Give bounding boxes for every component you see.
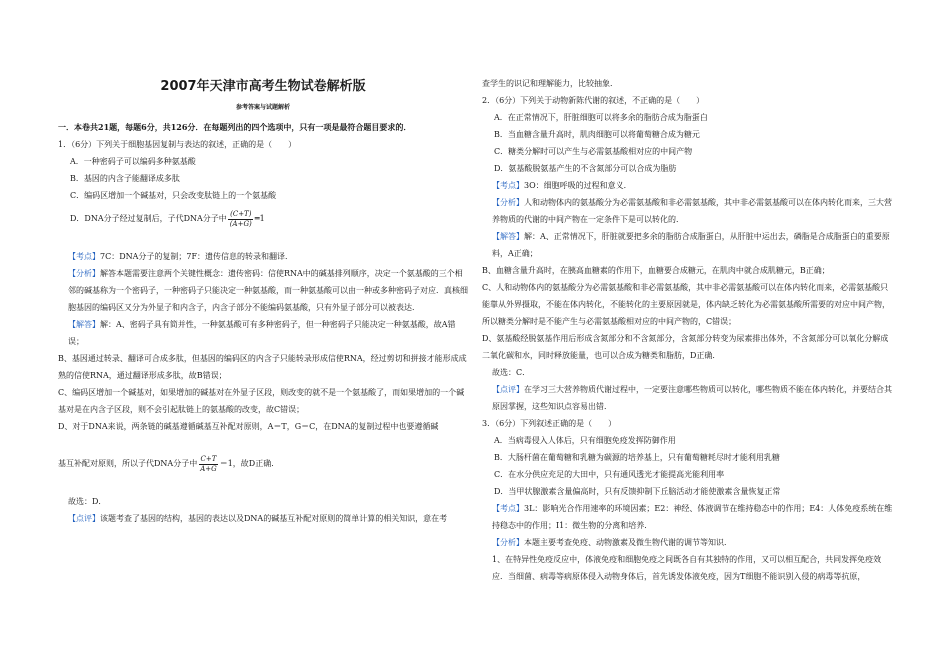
dianping-text: 该题考查了基因的结构，基因的表达以及DNA的碱基互补配对原则的简单计算的相关知识，意在考 xyxy=(100,514,448,523)
q1-dianping xyxy=(58,510,468,527)
jieda-text: 解：A、密码子具有简并性，一种氨基酸可有多种密码子，但一种密码子只能决定一种氨基酸，故A错误； xyxy=(68,320,456,346)
q3-option-d: D．当甲状腺激素含量偏高时，只有反馈抑制下丘脑活动才能使激素含量恢复正常 xyxy=(494,487,781,496)
q2-jieda-c: C、人和动物体内的氨基酸分为必需氨基酸和非必需氨基酸，其中非必需氨基酸可以在体内转化而来，必需氨基酸只能靠从外界摄取，不能在体内转化，不能转化的主要原因就是，体内缺乏转化为必需氨基酸所需要的对应中间产物，所以糖类分解时是不能产生与必需氨基酸相对应的中间产物的，C错误； xyxy=(482,283,890,326)
q3-option-a: A．当病毒侵入人体后，只有细胞免疫发挥防御作用 xyxy=(494,436,676,445)
dianping-text: 在学习三大营养物质代谢过程中，一定要注意哪些物质可以转化，哪些物质不能在体内转化，并要结合其原因掌握，这些知识点容易出错． xyxy=(492,385,892,411)
fraction-equals: ＝ xyxy=(219,459,228,468)
kaodian-text: 3O：细胞呼吸的过程和意义． xyxy=(524,181,632,190)
q1-fraction xyxy=(228,210,254,229)
spacer xyxy=(58,234,468,248)
q1-option-a: A．一种密码子可以编码多种氨基酸 xyxy=(70,157,196,166)
fenxi-text: 本题主要考查免疫、动物激素及微生物代谢的调节等知识． xyxy=(524,538,732,547)
q1-option-d-equals: ═1 xyxy=(254,214,265,223)
q2-jieda xyxy=(482,228,896,262)
q1-jieda-d: D、对于DNA来说，两条链的碱基遵循碱基互补配对原则，A＝T，G＝C，在DNA的复制过程中也要遵循碱 xyxy=(58,422,439,431)
section-heading: 一．本卷共21题，每题6分，共126分．在每题列出的四个选项中，只有一项是最符合题目要求的． xyxy=(58,122,412,132)
q3-kaodian xyxy=(482,500,896,534)
q3-fenxi xyxy=(482,534,896,551)
q2-jieda-b: B、血糖含量升高时，在胰高血糖素的作用下，血糖要合成糖元，在肌肉中就合成肌糖元，B正确； xyxy=(482,266,830,275)
fenxi-tag: 【分析】 xyxy=(492,198,524,207)
dianping-tag: 【点评】 xyxy=(68,514,100,523)
right-column xyxy=(482,75,896,585)
q3-option-c: C．在水分供应充足的大田中，只有通风透光才能提高光能利用率 xyxy=(494,470,725,479)
q1-fraction-2 xyxy=(198,455,219,474)
fenxi-text: 解答本题需要注意两个关键性概念：遗传密码：信使RNA中的碱基排列顺序，决定一个氨基酸的三个相邻的碱基称为一个密码子，一种密码子只能决定一种氨基酸，而一种氨基酸可以由一种或多种密码子对应．真核细胞基因的编码区又分为外显子和内含子，内含子部分不能编码氨基酸，只有外显子部分可以被表达． xyxy=(68,269,468,312)
q2-option-b: B．当血糖含量升高时，肌肉细胞可以将葡萄糖合成为糖元 xyxy=(494,130,700,139)
kaodian-tag: 【考点】 xyxy=(68,252,100,261)
q1-jieda-d-cont xyxy=(58,449,468,479)
q1-kaodian xyxy=(58,248,468,265)
fraction-denominator: A+G xyxy=(200,464,217,473)
q2-option-a: A．在正常情况下，肝脏细胞可以将多余的脂肪合成为脂蛋白 xyxy=(494,113,708,122)
q2-kaodian xyxy=(482,177,896,194)
jieda-d-cont-text: 基互补配对原则，所以子代DNA分子中 xyxy=(58,459,198,468)
q2-option-d: D．氨基酸脱氨基产生的不含氮部分可以合成为脂肪 xyxy=(494,164,677,173)
spacer xyxy=(58,435,468,449)
kaodian-text: 3L：影响光合作用速率的环境因素；E2：神经、体液调节在维持稳态中的作用；E4：人体免疫系统在维持稳态中的作用；I1：微生物的分离和培养． xyxy=(492,504,893,530)
fraction-numerator: C+T xyxy=(200,454,217,463)
fenxi-tag: 【分析】 xyxy=(68,269,100,278)
jieda-d-cont-end: 1，故D正确． xyxy=(227,459,280,468)
q2-dianping xyxy=(482,381,896,415)
left-column xyxy=(58,75,468,527)
q2-jieda-d: D、氨基酸经脱氨基作用后形成含氮部分和不含氮部分，含氮部分转变为尿素排出体外，不含氮部分可以氧化分解成二氧化碳和水，同时释放能量，也可以合成为糖类和脂肪，D正确． xyxy=(482,334,889,360)
fenxi-tag: 【分析】 xyxy=(492,538,524,547)
kaodian-tag: 【考点】 xyxy=(492,504,524,513)
q3-paragraph-1: 1、在特异性免疫反应中，体液免疫和细胞免疫之间既各自有其独特的作用，又可以相互配合，共同发挥免疫效应．当细菌、病毒等病原体侵入动物身体后，首先诱发体液免疫，因为T细胞不能识别入侵的病毒等抗原， xyxy=(492,555,882,581)
q1-option-d xyxy=(58,204,468,234)
spacer xyxy=(58,479,468,493)
q1-jieda-c: C、编码区增加一个碱基对，如果增加的碱基对在外显子区段，则改变的就不是一个氨基酸了，而如果增加的一个碱基对是在内含子区段，则不会引起肽链上的氨基酸的改变，故C错误； xyxy=(58,388,465,414)
q1-answer: 故选：D． xyxy=(68,497,107,506)
kaodian-tag: 【考点】 xyxy=(492,181,524,190)
kaodian-text: 7C：DNA分子的复制；7F：遗传信息的转录和翻译． xyxy=(100,252,294,261)
question-1-stem: 1．（6分）下列关于细胞基因复制与表达的叙述，正确的是（ ） xyxy=(58,140,297,149)
q1-option-c: C．编码区增加一个碱基对，只会改变肽链上的一个氨基酸 xyxy=(70,191,277,200)
q1-fenxi xyxy=(58,265,468,316)
question-2-stem: 2．（6分）下列关于动物新陈代谢的叙述，不正确的是（ ） xyxy=(482,96,705,105)
jieda-tag: 【解答】 xyxy=(68,320,100,329)
q1-jieda xyxy=(58,316,468,350)
q3-option-b: B．大肠杆菌在葡萄糖和乳糖为碳源的培养基上，只有葡萄糖耗尽时才能利用乳糖 xyxy=(494,453,780,462)
q2-fenxi xyxy=(482,194,896,228)
q1-jieda-b: B、基因通过转录、翻译可合成多肽，但基因的编码区的内含子只能转录形成信使RNA，经过剪切和拼接才能形成成熟的信使RNA，通过翻译形成多肽，故B错误； xyxy=(58,354,467,380)
jieda-text: 解：A、正常情况下，肝脏就要把多余的脂肪合成脂蛋白，从肝脏中运出去，磷脂是合成脂蛋白的重要原料，A正确； xyxy=(492,232,890,258)
q2-option-c: C．糖类分解时可以产生与必需氨基酸相对应的中间产物 xyxy=(494,147,693,156)
paper-subtitle: 参考答案与试题解析 xyxy=(235,104,290,111)
q1-option-b: B．基因的内含子能翻译成多肽 xyxy=(70,174,180,183)
dianping-tag: 【点评】 xyxy=(492,385,524,394)
paper-title: 2007年天津市高考生物试卷解析版 xyxy=(160,79,366,94)
fraction-denominator: (A+G) xyxy=(229,219,252,228)
fenxi-text: 人和动物体内的氨基酸分为必需氨基酸和非必需氨基酸，其中非必需氨基酸可以在体内转化而来，三大营养物质的代谢的中间产物在一定条件下是可以转化的． xyxy=(492,198,892,224)
q1-dianping-cont: 查学生的识记和理解能力，比较抽象． xyxy=(482,79,618,88)
q1-option-d-text: D．DNA分子经过复制后，子代DNA分子中 xyxy=(70,214,227,223)
jieda-tag: 【解答】 xyxy=(492,232,524,241)
fraction-numerator: (C+T) xyxy=(230,209,252,218)
question-3-stem: 3．（6分）下列叙述正确的是（ ） xyxy=(482,419,617,428)
q2-answer: 故选：C． xyxy=(492,368,531,377)
